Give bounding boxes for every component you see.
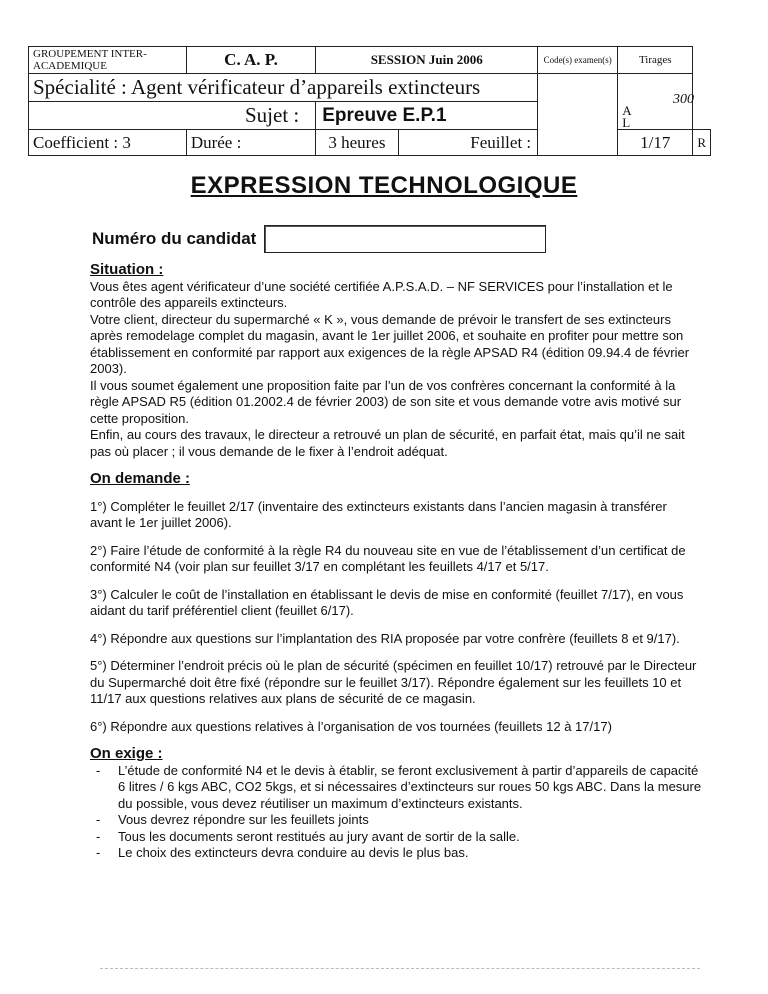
situation-paragraph: Il vous soumet également une proposition faite par l’un de vos confrères concernant la conformité à la règle APSAD R5 (édition 01.2002.4 de février 2003) de son site et vous demande votre avis motivé sur cette proposition. — [90, 377, 682, 426]
document-title: EXPRESSION TECHNOLOGIQUE — [190, 172, 578, 199]
demande-item: 1°) Compléter le feuillet 2/17 (inventaire des extincteurs existants dans l’ancien magasin à transférer avant le 1er juillet 2006). — [90, 498, 667, 530]
exige-item: - Le choix des extincteurs devra conduire au devis le plus bas. — [90, 845, 702, 862]
feuillet-value: 1/17 — [618, 130, 693, 156]
feuillet-label: Feuillet : — [398, 130, 538, 156]
document-body — [90, 262, 702, 862]
situation-paragraph: Enfin, au cours des travaux, le directeur a retrouvé un plan de sécurité, en parfait état, mais qu’il ne sait pas où placer ; il vous demande de le fixer à l’endroit adéquat. — [90, 427, 685, 459]
demande-item: 3°) Calculer le coût de l’installation en établissant le devis de mise en conformité (feuillet 7/17), en vous aidant du tarif préférentiel client (feuillet 6/17). — [90, 586, 684, 618]
epreuve-cell: Epreuve E.P.1 — [316, 102, 538, 130]
exige-item: - L’étude de conformité N4 et le devis à établir, se feront exclusivement à partir d’appareils de capacité 6 litres / 6 kgs ABC, CO2 5kgs, et si nécessaires d’extincteurs sur roues 50 kgs ABC. Dans la mesure du possible, vous devez réutiliser un maximum d’extincteurs existants. — [90, 763, 702, 813]
exige-heading: On exige : — [90, 745, 163, 762]
groupement-cell: GROUPEMENT INTER-ACADEMIQUE — [29, 47, 187, 74]
scan-artifact-line — [100, 968, 700, 969]
demande-heading: On demande : — [90, 470, 191, 487]
sujet-cell: Sujet : — [29, 102, 316, 130]
session-cell: SESSION Juin 2006 — [316, 47, 538, 74]
demande-item: 4°) Répondre aux questions sur l’implantation des RIA proposée par votre confrère (feuillets 8 et 9/17). — [90, 630, 680, 646]
cap-cell: C. A. P. — [186, 47, 315, 74]
demande-item: 2°) Faire l’étude de conformité à la règle R4 du nouveau site en vue de l’établissement d’un certificat de conformité N4 (voir plan sur feuillet 3/17 en complétant les feuillets 4/17 et 5/17. — [90, 542, 686, 574]
codes-value-cell — [538, 73, 618, 155]
exige-list — [90, 763, 702, 862]
duree-value: 3 heures — [316, 130, 398, 156]
tirage-l: L — [622, 115, 631, 131]
exige-item: - Tous les documents seront restitués au jury avant de sortir de la salle. — [90, 829, 702, 846]
candidate-number-label: Numéro du candidat — [92, 229, 257, 248]
coefficient-cell: Coefficient : 3 — [29, 130, 187, 156]
situation-paragraph: Vous êtes agent vérificateur d’une société certifiée A.P.S.A.D. – NF SERVICES pour l’installation et le contrôle des appareils extincteurs. — [90, 278, 673, 310]
specialite-cell: Spécialité : Agent vérificateur d’appareils extincteurs — [29, 73, 538, 101]
exam-header — [28, 46, 711, 156]
tirages-label: Tirages — [618, 47, 693, 74]
exige-item: - Vous devrez répondre sur les feuillets joints — [90, 812, 702, 829]
candidate-number-row — [92, 225, 546, 253]
demande-item: 5°) Déterminer l’endroit précis où le plan de sécurité (spécimen en feuillet 10/17) retrouvé par le Directeur du Supermarché doit être fixé (répondre sur le feuillet 3/17). Répondre également sur les feuillets 10 et 11/17 aux questions relatives aux plans de sécurité de ce magasin. — [90, 658, 697, 706]
candidate-number-box[interactable] — [264, 225, 546, 253]
handwritten-tirage: 300 — [673, 92, 694, 107]
codes-label: Code(s) examen(s) — [538, 47, 618, 74]
situation-paragraph: Votre client, directeur du supermarché « K », vous demande de prévoir le transfert de ses extincteurs après remodelage complet du magasin, avant le 1er juillet 2006, et souhaite en profiter pour mettre son établissement en conformité par rapport aux exigences de la règle APSAD R4 (édition 09.94.4 de février 2003). — [90, 311, 690, 376]
demande-item: 6°) Répondre aux questions relatives à l’organisation de vos tournées (feuillets 12 à 17/17) — [90, 718, 612, 734]
tirage-a: A — [622, 103, 632, 119]
situation-heading: Situation : — [90, 261, 164, 278]
tirage-r: R — [693, 130, 711, 156]
duree-label: Durée : — [186, 130, 315, 156]
